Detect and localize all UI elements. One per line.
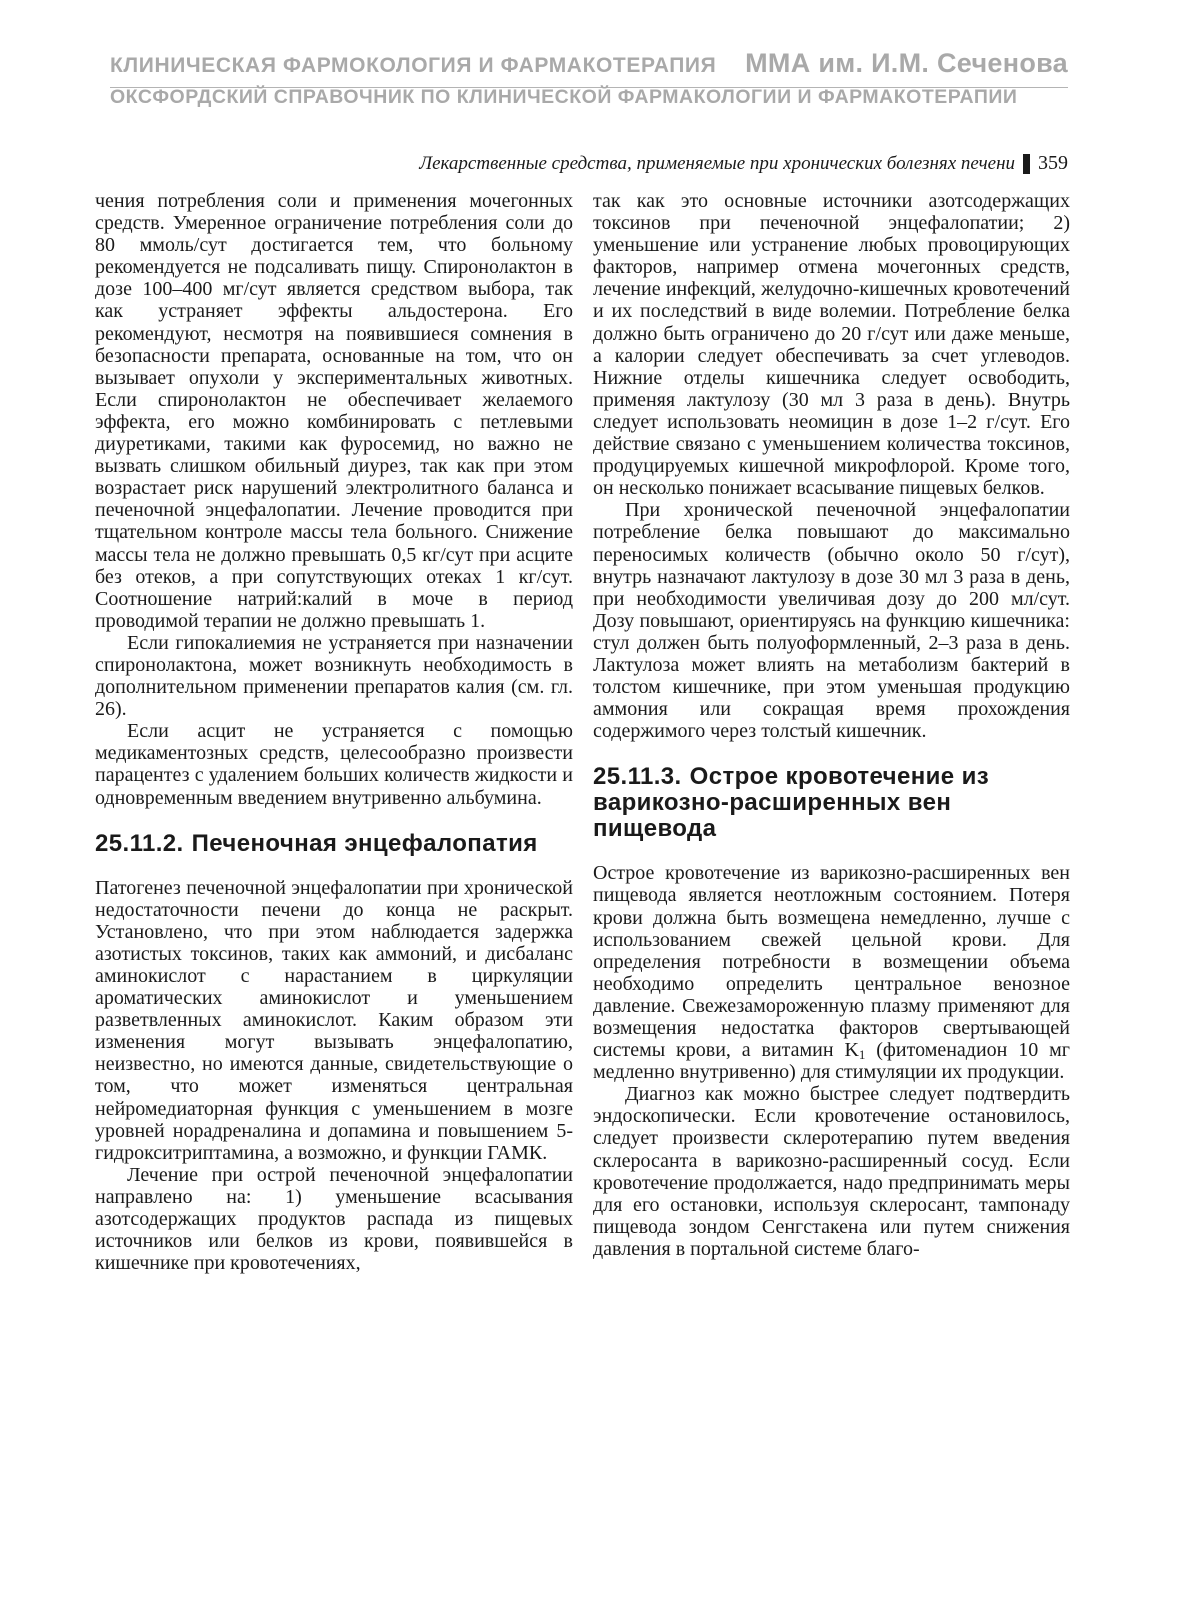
running-head: [419, 152, 1068, 175]
page-header: [110, 48, 1068, 88]
subscript: 1: [858, 1047, 866, 1063]
paragraph: Диагноз как можно быстрее следует подтвердить эндоскопически. Если кровотечение остановилось, следует произвести склеротерапию путем введения склеросанта в варикозно-расширенный сосуд. Если кровотечение продолжается, надо предпринимать меры для его остановки, используя склеросант, тампонаду пищевода зондом Сенгстакена или путем снижения давления в портальной системе благо-: [593, 1083, 1070, 1260]
section-heading: [95, 831, 573, 857]
section-number: 25.11.3.: [593, 763, 682, 791]
paragraph: Если асцит не устраняется с помощью медикаментозных средств, целесообразно произвести парацентез с удалением больших количеств жидкости и одновременным введением внутривенно альбумина.: [95, 720, 573, 809]
paragraph: так как это основные источники азотсодержащих токсинов при печеночной энцефалопатии; 2) уменьшение или устранение любых провоцирующих факторов, например отмена мочегонных средств, лечение инфекций, желудочно-кишечных кровотечений и их последствий в виде волемии. Потребление белка должно быть ограничено до 20 г/сут или даже меньше, а калории следует обеспечивать за счет углеводов. Нижние отделы кишечника следует освободить, применяя лактулозу (30 мл 3 раза в день). Внутрь следует использовать неомицин в дозе 1–2 г/сут. Его действие связано с уменьшением количества токсинов, продуцируемых кишечной микрофлорой. Кроме того, он несколько понижает всасывание пищевых белков.: [593, 190, 1070, 500]
paragraph-text: Острое кровотечение из варикозно-расширенных вен пищевода является неотложным состоянием. Потеря крови должна быть возмещена немедленно, лучше с использованием свежей цельной крови. Для определения потребности в возмещении объема необходимо определить центральное венозное давление. Свежезамороженную плазму применяют для возмещения недостатка факторов свертывающей системы крови, а витамин K: [593, 862, 1070, 1062]
paragraph: При хронической печеночной энцефалопатии потребление белка повышают до максимально переносимых количеств (обычно около 50 г/сут), внутрь назначают лактулозу в дозе 30 мл 3 раза в день, при необходимости увеличивая дозу до 200 мл/сут. Дозу повышают, ориентируясь на функцию кишечника: стул должен быть полуоформленный, 2–3 раза в день. Лактулоза может влиять на метаболизм бактерий в толстом кишечнике, при этом уменьшая продукцию аммония или сокращая время прохождения содержимого через толстый кишечник.: [593, 499, 1070, 743]
section-title: Печеночная энцефалопатия: [191, 829, 538, 857]
section-number: 25.11.2.: [95, 829, 184, 857]
paragraph: Лечение при острой печеночной энцефалопатии направлено на: 1) уменьшение всасывания азотсодержащих продуктов распада из пищевых источников или белков из крови, появившейся в кишечнике при кровотечениях,: [95, 1163, 573, 1275]
page-number: 359: [1038, 152, 1068, 174]
right-column: [593, 190, 1070, 1260]
running-head-bar: [1023, 154, 1030, 174]
paragraph-text: (фитоменадион 10 мг медленно внутривенно) для стимуляции их продукции.: [593, 1039, 1070, 1084]
paragraph: Если гипокалиемия не устраняется при назначении спиронолактона, может возникнуть необходимость в дополнительном применении препаратов калия (см. гл. 26).: [95, 631, 573, 721]
section-title: Острое кровотечение из варикозно-расширенных вен пищевода: [593, 763, 990, 843]
paragraph: Патогенез печеночной энцефалопатии при хронической недостаточности печени до конца не раскрыт. Установлено, что при этом наблюдается задержка азотистых токсинов, таких как аммоний, и дисбаланс аминокислот с нарастанием в циркуляции ароматических аминокислот и уменьшением разветвленных аминокислот. Каким образом эти изменения могут вызывать энцефалопатию, неизвестно, но имеются данные, свидетельствующие о том, что может изменяться центральная нейромедиаторная функция с уменьшением в мозге уровней норадреналина и допамина и повышением 5-гидрокситриптамина, а возможно, и функции ГАМК.: [95, 876, 573, 1164]
paragraph: [593, 862, 1070, 1083]
left-column: [95, 190, 573, 1274]
section-heading: [593, 764, 1070, 842]
paragraph: чения потребления соли и применения мочегонных средств. Умеренное ограничение потребления соли до 80 ммоль/сут достигается тем, что больному рекомендуется не подсаливать пищу. Спиронолактон в дозе 100–400 мг/сут является средством выбора, так как устраняет эффекты альдостерона. Его рекомендуют, несмотря на появившиеся сомнения в безопасности препарата, основанные на том, что он вызывает опухоли у экспериментальных животных. Если спиронолактон не обеспечивает желаемого эффекта, его можно комбинировать с петлевыми диуретиками, такими как фуросемид, но важно не вызвать слишком обильный диурез, так как при этом возрастает риск нарушений электролитного баланса и печеночной энцефалопатии. Лечение проводится при тщательном контроле массы тела больного. Снижение массы тела не должно превышать 0,5 кг/сут при асците без отеков, а при сопутствующих отеках 1 кг/сут. Соотношение натрий:калий в моче в период проводимой терапии не должно превышать 1.: [95, 190, 573, 632]
series-title: КЛИНИЧЕСКАЯ ФАРМОКОЛОГИЯ И ФАРМАКОТЕРАПИЯ: [110, 54, 717, 77]
running-head-title: Лекарственные средства, применяемые при хронических болезнях печени: [419, 152, 1015, 174]
book-subtitle: ОКСФОРДСКИЙ СПРАВОЧНИК ПО КЛИНИЧЕСКОЙ ФАРМАКОЛОГИИ И ФАРМАКОТЕРАПИИ: [110, 86, 1018, 108]
publisher-name: ММА им. И.М. Сеченова: [745, 48, 1068, 78]
